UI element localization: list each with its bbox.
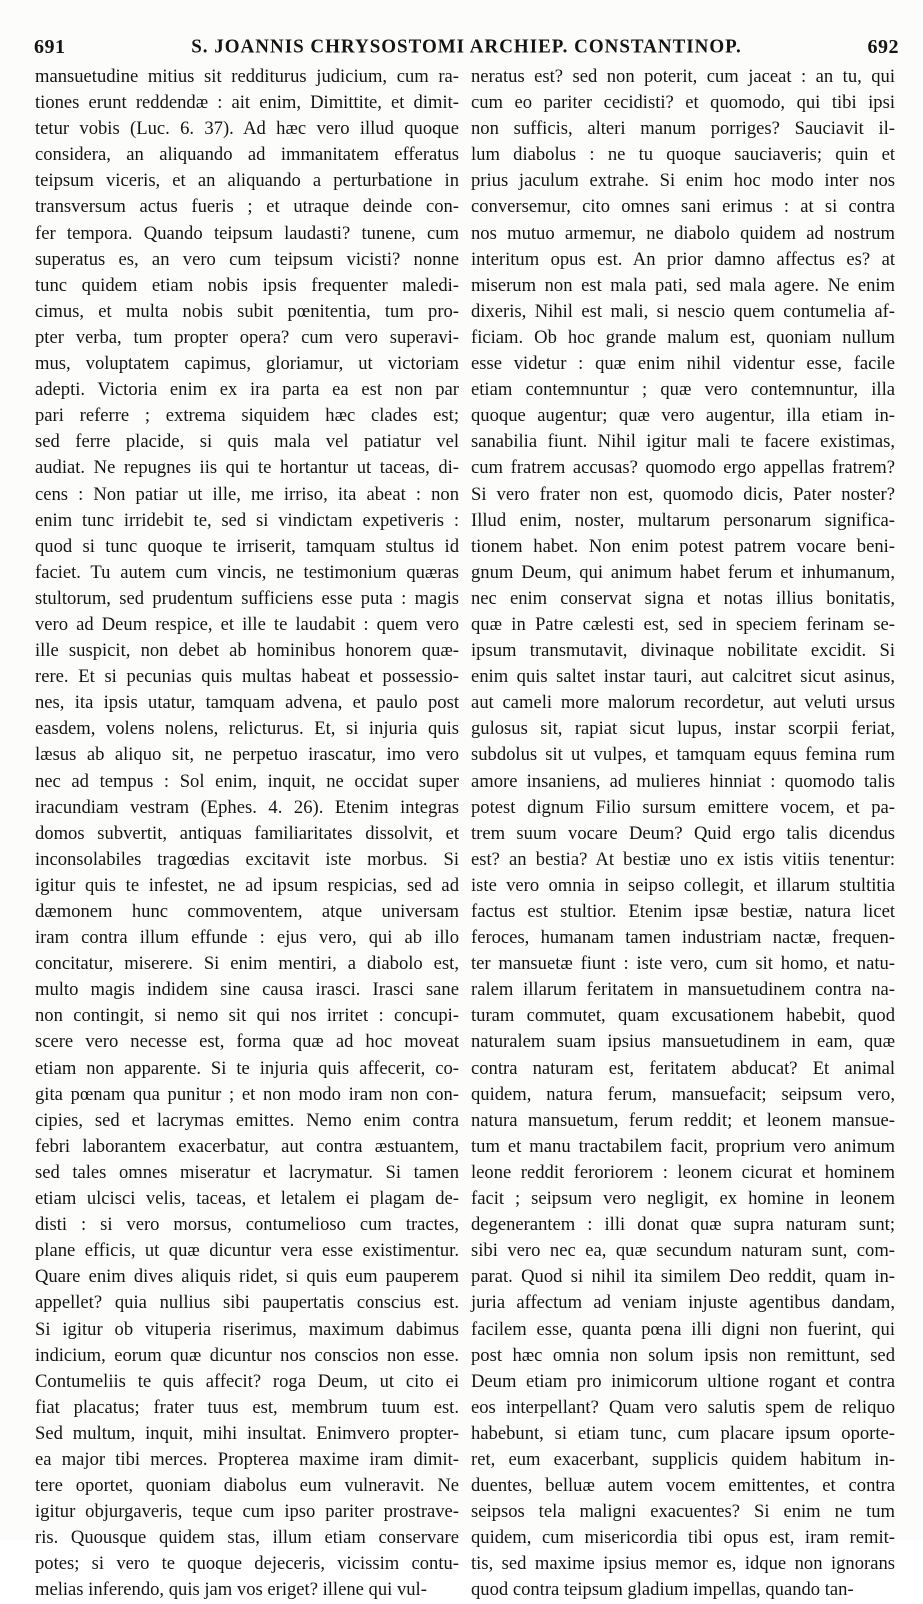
running-head xyxy=(34,30,899,64)
text-line: teipsum viceris, et an aliquando a perturbatione in xyxy=(35,170,459,192)
text-line: considera, an aliquando ad immanitatem efferatus xyxy=(35,144,459,166)
text-line: facilem esse, quanta pœna illi digni non fuerint, qui xyxy=(471,1318,895,1340)
text-line: scere vero necesse est, forma quæ ad hoc moveat xyxy=(35,1031,459,1053)
text-line: quod contra teipsum gladium impellas, quando tan- xyxy=(471,1579,854,1601)
text-line: quæ in Patre cælesti est, sed in speciem ferinam se- xyxy=(471,613,895,635)
text-line: enim quis saltet instar tauri, aut calcitret sicut asinus, xyxy=(471,666,895,688)
text-line: sibi vero nec ea, quæ secundum naturam sunt, com- xyxy=(471,1240,895,1262)
text-line: mansuetudine mitius sit redditurus judicium, cum ra- xyxy=(35,66,459,87)
text-line: nos mutuo armemur, ne diabolo quidem ad nostrum xyxy=(471,222,895,244)
text-line: nec ad tempus : Sol enim, inquit, ne occidat super xyxy=(35,770,459,792)
text-line: sanabilia fiunt. Nihil igitur mali te facere existimas, xyxy=(471,431,895,453)
text-line: tionem habet. Non enim potest patrem vocare beni- xyxy=(471,535,895,557)
text-line: tere oportet, quoniam diabolus eum vulneravit. Ne xyxy=(35,1475,459,1497)
text-line: etiam non apparente. Si te injuria quis affecerit, co- xyxy=(35,1057,459,1079)
text-line: vero ad Deum respice, et ille te laudabit : quem vero xyxy=(35,613,459,635)
text-line: prius jaculum extrahe. Si enim hoc modo inter nos xyxy=(471,170,895,192)
text-line: multo magis indidem sine causa irasci. Irasci sane xyxy=(35,979,459,1001)
text-line: sed tales omnes miseratur et lacrymatur. Si tamen xyxy=(35,1161,459,1183)
text-line: leone reddit feroriorem : leonem cicurat et hominem xyxy=(471,1161,895,1183)
text-line: Si vero frater non est, quomodo dicis, Pater noster? xyxy=(471,483,895,505)
text-line: tum et manu tractabilem facit, proprium vero animum xyxy=(471,1135,895,1157)
text-line: quidem, cum misericordia tibi opus est, iram remit- xyxy=(471,1527,895,1549)
text-line: rere. Et si pecunias quis multas habeat et possessio- xyxy=(35,666,459,688)
text-line: superatus es, an vero cum teipsum vicisti? nonne xyxy=(35,248,459,270)
page-number-right: 692 xyxy=(867,35,899,58)
text-line: natura mansuetum, ferum reddit; et leonem mansue- xyxy=(471,1109,895,1131)
text-line: degenerantem : illi donat quæ supra naturam sunt; xyxy=(471,1214,895,1236)
text-line: enim tunc irridebit te, sed si vindictam expetiveris : xyxy=(35,509,459,531)
text-line: eos interpellant? Quam vero salutis spem de reliquo xyxy=(471,1396,895,1418)
text-line: contra naturam est, feritatem abducat? Et animal xyxy=(471,1057,895,1079)
text-line: esse videtur : quæ enim nihil videntur esse, facile xyxy=(471,353,895,375)
text-line: gita pœnam qua punitur ; et non modo iram non con- xyxy=(35,1083,459,1105)
text-line: gnum Deum, qui animum habet ferum et inhumanum, xyxy=(471,561,895,583)
text-columns xyxy=(35,64,895,1601)
text-line: quoque augentur; quæ vero augentur, illa etiam in- xyxy=(471,405,895,427)
text-line: trem suum vocare Deum? Quid ergo talis dicendus xyxy=(471,822,895,844)
text-line: igitur quis te infestet, ne ad ipsum respicias, sed ad xyxy=(35,874,459,896)
text-line: Quare enim dives aliquis ridet, si quis eum pauperem xyxy=(35,1266,459,1288)
text-line: feroces, humanam tamen industriam nactæ, frequen- xyxy=(471,927,895,949)
text-line: indicium, eorum quæ dicuntur nos conscios non esse. xyxy=(35,1344,459,1366)
left-column xyxy=(35,64,459,1601)
text-line: Contumeliis te quis affecit? roga Deum, ut cito ei xyxy=(35,1370,459,1392)
text-line: quidem, natura ferum, mansuefacit; seipsum vero, xyxy=(471,1083,895,1105)
text-line: iram contra illum effunde : ejus vero, qui ab illo xyxy=(35,927,459,949)
text-line: cimus, et multa nobis subit pœnitentia, tum pro- xyxy=(35,300,459,322)
text-line: plane efficis, ut quæ dicuntur vera esse existimentur. xyxy=(35,1240,459,1262)
text-line: habebunt, si etiam tunc, cum placare ipsum oporte- xyxy=(471,1422,895,1444)
text-line: Illud enim, noster, multarum personarum significa- xyxy=(471,509,895,531)
text-line: igitur objurgaveris, teque cum ipso pariter prostrave- xyxy=(35,1501,459,1523)
running-title: S. JOANNIS CHRYSOSTOMI ARCHIEP. CONSTANTINOP. xyxy=(191,35,742,58)
text-line: est? an bestia? At bestiæ uno ex istis vitiis tenentur: xyxy=(471,848,895,870)
text-line: seipsos tela maligni exacuentes? Si enim ne tum xyxy=(471,1501,895,1523)
text-line: lum diabolus : ne tu quoque sauciaveris; quin et xyxy=(471,144,895,166)
text-line: tunc quidem etiam nobis ipsis frequenter maledi- xyxy=(35,274,459,296)
text-line: læsus ab aliquo sit, ne perpetuo irascatur, imo vero xyxy=(35,744,459,766)
text-line: cum eo pariter cecidisti? et quomodo, qui tibi ipsi xyxy=(471,92,895,114)
text-line: conversemur, cito omnes sani erimus : at si contra xyxy=(471,196,895,218)
page-number-left: 691 xyxy=(34,35,66,58)
text-line: quod si tunc quoque te irriserit, tamquam stultus id xyxy=(35,535,459,557)
text-line: ris. Quousque quidem stas, illum etiam conservare xyxy=(35,1527,459,1549)
text-line: dixeris, Nihil est mali, si nescio quem contumelia af- xyxy=(471,300,895,322)
text-line: neratus est? sed non poterit, cum jaceat : an tu, qui xyxy=(471,66,895,87)
text-line: turam commutet, quam excusationem habebit, quod xyxy=(471,1005,895,1027)
text-line: ficiam. Ob hoc grande malum est, quoniam nullum xyxy=(471,326,895,348)
text-line: etiam ulcisci velis, taceas, et letalem ei plagam de- xyxy=(35,1188,459,1210)
text-line: iracundiam vestram (Ephes. 4. 26). Etenim integras xyxy=(35,796,459,818)
text-line: fiat placatus; frater tuus est, membrum tuum est. xyxy=(35,1396,459,1418)
text-line: febri laborantem exacerbatur, aut contra æstuantem, xyxy=(35,1135,459,1157)
right-column xyxy=(471,64,895,1601)
text-line: faciet. Tu autem cum vincis, ne testimonium quæras xyxy=(35,561,459,583)
text-line: ter mansuetæ fiunt : iste vero, cum sit homo, et natu- xyxy=(471,953,895,975)
text-line: parat. Quod si nihil ita similem Deo reddit, quam in- xyxy=(471,1266,895,1288)
text-line: adepti. Victoria enim ex ira parta ea est non par xyxy=(35,379,459,401)
text-line: pari referre ; extrema siquidem hæc clades est; xyxy=(35,405,459,427)
text-line: domos subvertit, antiquas familiaritates dissolvit, et xyxy=(35,822,459,844)
text-line: subdolus sit ut vulpes, et tamquam equus femina rum xyxy=(471,744,895,766)
text-line: dæmonem hunc commoventem, atque universam xyxy=(35,901,459,922)
text-line: stultorum, sed prudentum sufficiens esse puta : magis xyxy=(35,587,459,609)
text-line: gulosus sit, rapiat sicut lupus, instar scorpii feriat, xyxy=(471,718,895,740)
text-line: etiam contemnuntur ; quæ vero contemnuntur, illa xyxy=(471,379,895,401)
text-line: fer tempora. Quando teipsum laudasti? tunene, cum xyxy=(35,222,459,244)
text-line: factus est stultior. Etenim ipsæ bestiæ, natura licet xyxy=(471,901,895,922)
text-line: audiat. Ne repugnes iis qui te hortantur ut taceas, di- xyxy=(35,457,459,479)
text-line: amore insaniens, ad mulieres hinniat : quomodo talis xyxy=(471,770,895,792)
text-line: pter verba, tum propter opera? cum vero superavi- xyxy=(35,326,459,348)
text-line: interitum opus est. An prior damno affectus es? at xyxy=(471,248,895,270)
text-line: ille suspicit, non debet ab hominibus honorem quæ- xyxy=(35,640,459,662)
text-line: Sed multum, inquit, mihi insultat. Enimvero propter- xyxy=(35,1422,459,1444)
text-line: aut cameli more malorum recordetur, aut veluti ursus xyxy=(471,692,895,714)
text-line: transversum actus fueris ; et utraque deinde con- xyxy=(35,196,459,218)
text-line: disti : si vero morsus, contumelioso cum tractes, xyxy=(35,1214,459,1236)
text-line: tis, sed maxime ipsius memor es, idque non ignorans xyxy=(471,1553,895,1575)
text-line: ipsum transmutavit, divinaque nobilitate excidit. Si xyxy=(471,640,895,662)
text-line: melias inferendo, quis jam vos eriget? illene qui vul- xyxy=(35,1579,427,1601)
text-line: tetur vobis (Luc. 6. 37). Ad hæc vero illud quoque xyxy=(35,118,459,140)
text-line: concitatur, miserere. Si enim mentiri, a diabolo est, xyxy=(35,953,459,975)
text-line: easdem, volens nolens, relicturus. Et, si injuria quis xyxy=(35,718,459,740)
text-line: nec enim conservat signa et notas illius bonitatis, xyxy=(471,587,895,609)
text-line: nes, ita ipsis utatur, tamquam advena, et paulo post xyxy=(35,692,459,714)
text-line: cum fratrem accusas? quomodo ergo appellas fratrem? xyxy=(471,457,895,479)
text-line: ralem illarum feritatem in mansuetudinem contra na- xyxy=(471,979,895,1001)
text-line: cens : Non patiar ut ille, me irriso, ita abeat : non xyxy=(35,483,459,505)
text-line: duentes, belluæ autem vocem emittentes, et contra xyxy=(471,1475,895,1497)
text-line: non contingit, si nemo sit qui nos irritet : concupi- xyxy=(35,1005,459,1027)
text-line: iste vero omnia in seipso collegit, et illarum stultitia xyxy=(471,874,895,896)
text-line: post hæc omnia non solum ipsis non remittunt, sed xyxy=(471,1344,895,1366)
text-line: miserum non est mala pati, sed mala agere. Ne enim xyxy=(471,274,895,296)
text-line: ea major tibi merces. Propterea maxime iram dimit- xyxy=(35,1448,459,1470)
text-line: ret, eum exacerbant, supplicis quidem habitum in- xyxy=(471,1448,895,1470)
text-line: appellet? quia nullius sibi paupertatis conscius est. xyxy=(35,1292,459,1314)
text-line: facit ; seipsum vero negligit, ex homine in leonem xyxy=(471,1188,895,1210)
text-line: inconsolabiles tragœdias excitavit iste morbus. Si xyxy=(35,848,459,870)
text-line: mus, voluptatem capimus, gloriamur, ut victoriam xyxy=(35,353,459,375)
text-line: potest dignum Filio sursum emittere vocem, et pa- xyxy=(471,796,895,818)
text-line: sed ferre placide, si quis mala vel patiatur vel xyxy=(35,431,459,453)
text-line: naturalem suam ipsius mansuetudinem in eam, quæ xyxy=(471,1031,895,1053)
text-line: non sufficis, alteri manum porriges? Sauciavit il- xyxy=(471,118,895,140)
text-line: Si igitur ob vituperia riserimus, maximum dabimus xyxy=(35,1318,459,1340)
text-line: cipies, sed et lacrymas emittes. Nemo enim contra xyxy=(35,1109,459,1131)
text-line: tiones erunt reddendæ : ait enim, Dimittite, et dimit- xyxy=(35,92,459,114)
text-line: juria affectum ad veniam injuste agentibus dandam, xyxy=(471,1292,895,1314)
text-line: potes; si vero te quoque dejeceris, vicissim contu- xyxy=(35,1553,459,1575)
text-line: Deum etiam pro inimicorum ultione rogant et contra xyxy=(471,1370,895,1392)
